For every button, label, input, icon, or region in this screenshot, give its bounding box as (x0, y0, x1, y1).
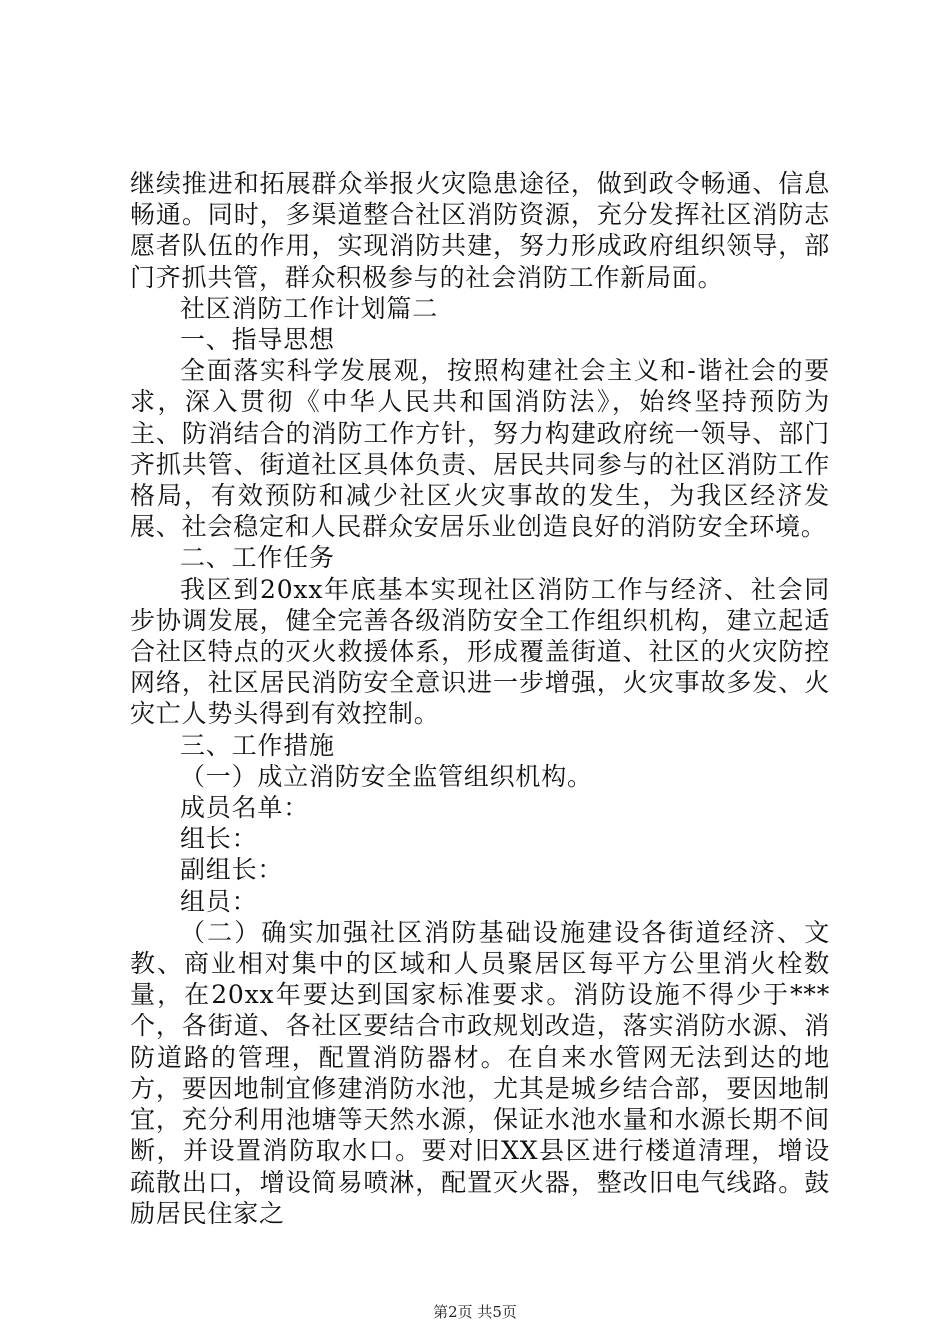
heading-work-tasks: 二、工作任务 (180, 543, 335, 573)
section-title: 社区消防工作计划篇二 (180, 293, 439, 323)
heading-guiding-ideology: 一、指导思想 (180, 325, 335, 355)
page-number: 第2页 共5页 (433, 1303, 517, 1321)
measure-one: （一）成立消防安全监管组织机构。 (180, 761, 593, 791)
paragraph-work-tasks: 我区到20xx年底基本实现社区消防工作与经济、社会同步协调发展，健全完善各级消防安全工作组织机构，建立起适合社区特点的灭火救援体系，形成覆盖街道、社区的火灾防控网络，社区居民消防安全意识进一步增强，火灾事故多发、火灾亡人势头得到有效控制。 (130, 574, 830, 729)
paragraph-1: 继续推进和拓展群众举报火灾隐患途径，做到政令畅通、信息畅通。同时，多渠道整合社区消防资源，充分发挥社区消防志愿者队伍的作用，实现消防共建，努力形成政府组织领导，部门齐抓共管，群众积极参与的社会消防工作新局面。 (130, 169, 830, 292)
document-body (130, 168, 830, 1229)
leader-label: 组长： (180, 824, 258, 854)
deputy-leader-label: 副组长： (180, 855, 284, 885)
heading-work-measures: 三、工作措施 (180, 730, 335, 760)
measure-two: （二）确实加强社区消防基础设施建设各街道经济、文教、商业相对集中的区域和人员聚居区每平方公里消火栓数量，在20xx年要达到国家标准要求。消防设施不得少于***个，各街道、各社区要结合市政规划改造，落实消防水源、消防道路的管理，配置消防器材。在自来水管网无法到达的地方，要因地制宜修建消防水池，尤其是城乡结合部，要因地制宜，充分利用池塘等天然水源，保证水池水量和水源长期不间断，并设置消防取水口。要对旧XX县区进行楼道清理，增设疏散出口，增设简易喷淋，配置灭火器，整改旧电气线路。鼓励居民住家之 (130, 917, 830, 1228)
members-label: 组员： (180, 886, 258, 916)
member-list-label: 成员名单： (180, 793, 310, 823)
paragraph-guiding-ideology: 全面落实科学发展观，按照构建社会主义和-谐社会的要求，深入贯彻《中华人民共和国消防法》，始终坚持预防为主、防消结合的消防工作方针，努力构建政府统一领导、部门齐抓共管、街道社区具体负责、居民共同参与的社区消防工作格局，有效预防和减少社区火灾事故的发生，为我区经济发展、社会稳定和人民群众安居乐业创造良好的消防安全环境。 (130, 356, 830, 542)
